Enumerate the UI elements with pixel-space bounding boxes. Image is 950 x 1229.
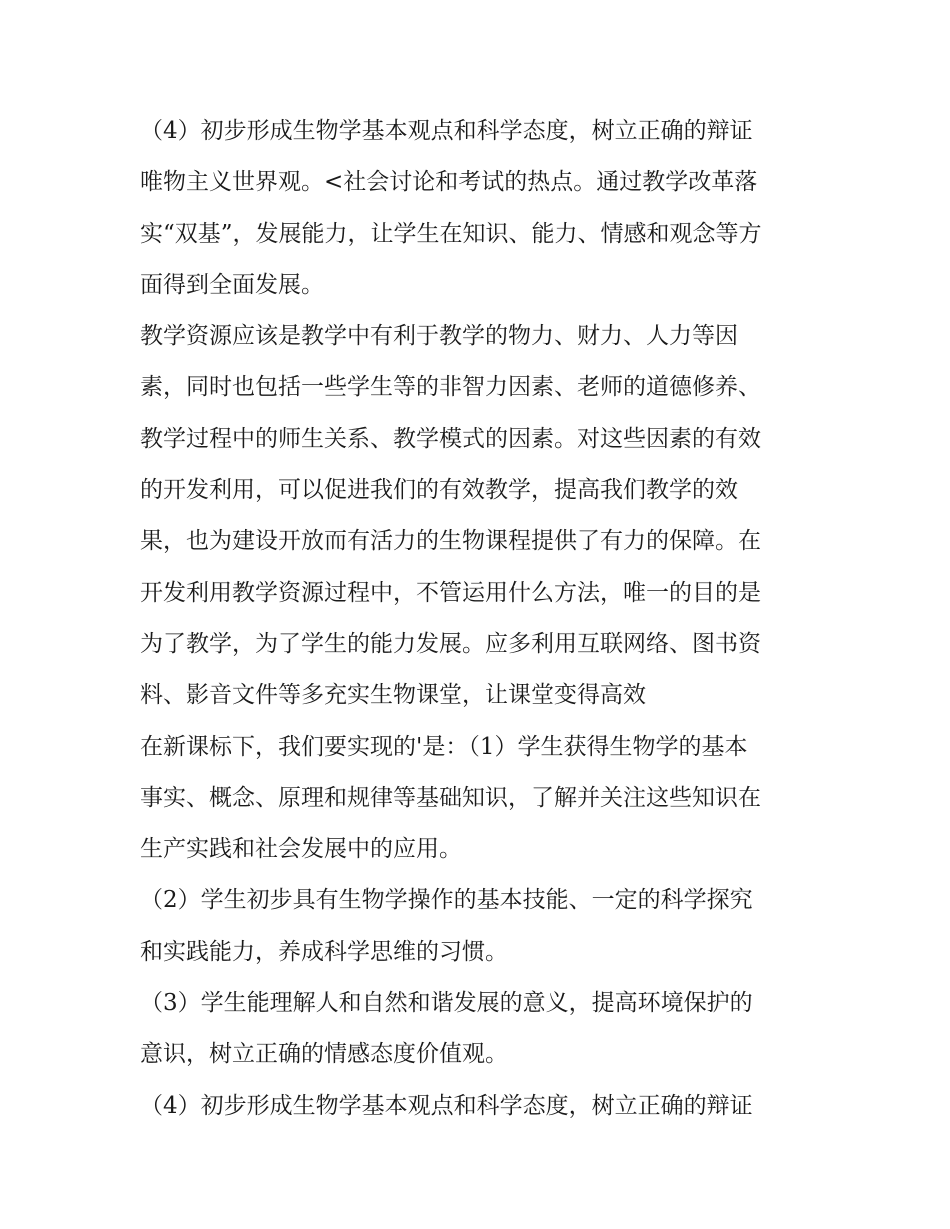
text-line: 在新课标下，我们要实现的'是：（1）学生获得生物学的基本	[140, 733, 748, 760]
text-line: 果，也为建设开放而有活力的生物课程提供了有力的保障。在	[140, 528, 761, 555]
text-line: 唯物主义世界观。<社会讨论和考试的热点。通过教学改革落	[140, 169, 758, 196]
text-line: 和实践能力，养成科学思维的习惯。	[140, 938, 508, 965]
text-line: 意识，树立正确的情感态度价值观。	[140, 1041, 508, 1068]
text-line: 的开发利用，可以促进我们的有效教学，提高我们教学的效	[140, 477, 738, 504]
text-line: （4）初步形成生物学基本观点和科学态度，树立正确的辩证	[140, 118, 753, 144]
paragraph-goal-4	[140, 1081, 820, 1132]
text-line: 教学资源应该是教学中有利于教学的物力、财力、人力等因	[140, 323, 738, 350]
paragraph-goal-2	[140, 875, 820, 978]
text-line: 生产实践和社会发展中的应用。	[140, 836, 462, 863]
text-line: 开发利用教学资源过程中，不管运用什么方法，唯一的目的是	[140, 579, 761, 606]
paragraph-teaching-resources	[140, 311, 820, 721]
text-line: 面得到全面发展。	[140, 271, 324, 298]
text-line: （4）初步形成生物学基本观点和科学态度，树立正确的辩证	[140, 1092, 753, 1119]
text-line: 教学过程中的师生关系、教学模式的因素。对这些因素的有效	[140, 425, 761, 452]
text-line: 料、影音文件等多充实生物课堂，让课堂变得高效	[140, 682, 646, 709]
text-line: （3）学生能理解人和自然和谐发展的意义，提高环境保护的	[140, 990, 753, 1017]
paragraph-goal-4-intro	[140, 106, 820, 311]
text-line: （2）学生初步具有生物学操作的基本技能、一定的科学探究	[140, 887, 753, 914]
text-line: 为了教学，为了学生的能力发展。应多利用互联网络、图书资	[140, 630, 761, 657]
paragraph-new-curriculum-goal-1	[140, 722, 820, 876]
text-line: 素，同时也包括一些学生等的非智力因素、老师的道德修养、	[140, 374, 761, 401]
document-body	[140, 106, 820, 1132]
text-line: 实“双基”，发展能力，让学生在知识、能力、情感和观念等方	[140, 220, 762, 247]
paragraph-goal-3	[140, 978, 820, 1081]
text-line: 事实、概念、原理和规律等基础知识，了解并关注这些知识在	[140, 784, 761, 811]
